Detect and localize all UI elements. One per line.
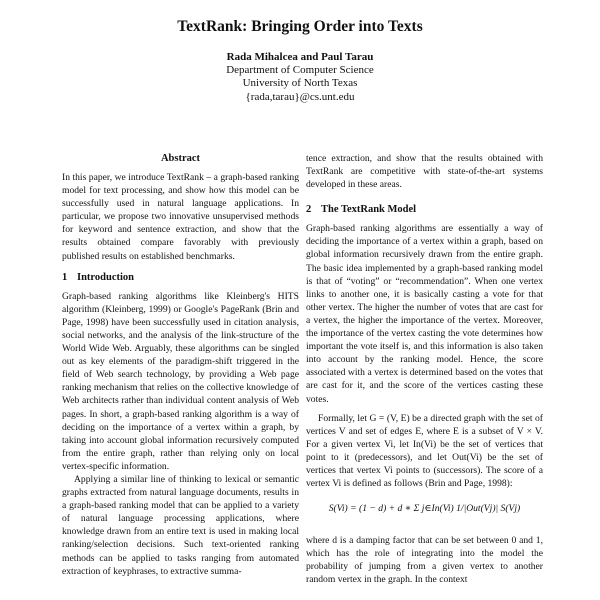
section-number: 2	[306, 204, 312, 216]
section-heading-textrank-model	[306, 203, 543, 216]
author-email: {rada,tarau}@cs.unt.edu	[245, 90, 355, 103]
author-names: Rada Mihalcea and Paul Tarau	[226, 51, 374, 63]
intro-continuation: tence extraction, and show that the results obtained with TextRank are competitive with state-of-the-art systems developed in these areas.	[306, 153, 543, 191]
model-paragraph-3: where d is a damping factor that can be set between 0 and 1, which has the role of integrating into the model the probability of jumping from a given vertex to another random vertex in the graph. In the context	[306, 535, 543, 586]
section-heading-introduction	[62, 271, 299, 284]
affiliation-department: Department of Computer Science	[226, 64, 374, 77]
pagerank-equation: S(Vi) = (1 − d) + d ∗ Σ j∈In(Vi) 1/|Out(Vj)| S(Vj)	[328, 503, 521, 515]
section-number: 1	[62, 271, 68, 283]
paper-title: TextRank: Bringing Order into Texts	[177, 18, 423, 35]
affiliation-university: University of North Texas	[242, 77, 358, 90]
intro-paragraph-2: Applying a similar line of thinking to lexical or semantic graphs extracted from natural language documents, results in a graph-based ranking model that can be applied to a variety of natural language processing applications, where knowledge drawn from an entire text is used in making local ranking/selection decisions. Such text-oriented ranking methods can be applied to tasks ranging from automated extraction of keyphrases, to extractive summa-	[62, 473, 299, 577]
abstract-text: In this paper, we introduce TextRank – a graph-based ranking model for text processing, and show how this model can be successfully used in natural language applications. In particular, we propose two innovative unsupervised methods for keyword and sentence extraction, and show that the results obtained compare favorably with previously published results on established benchmarks.	[62, 172, 299, 262]
author-block	[0, 51, 600, 104]
right-column	[306, 152, 543, 587]
intro-paragraph-1: Graph-based ranking algorithms like Kleinberg's HITS algorithm (Kleinberg, 1999) or Google's PageRank (Brin and Page, 1998) have been successfully used in citation analysis, social networks, and the analysis of the link-structure of the World Wide Web. Arguably, these algorithms can be singled out as key elements of the paradigm-shift triggered in the field of Web search technology, by providing a Web page ranking mechanism that relies on the collective knowledge of Web architects rather than individual content analysis of Web pages. In short, a graph-based ranking algorithm is a way of deciding on the importance of a vertex within a graph, by taking into account global information recursively computed from the entire graph, rather than relying only on local vertex-specific information.	[62, 290, 299, 472]
left-column	[62, 152, 299, 578]
model-paragraph-1: Graph-based ranking algorithms are essentially a way of deciding the importance of a vertex within a graph, based on global information recursively drawn from the entire graph. The basic idea implemented by a graph-based ranking model is that of “voting” or “recommendation”. When one vertex links to another one, it is basically casting a vote for that other vertex. The higher the number of votes that are cast for a vertex, the higher the importance of the vertex. Moreover, the importance of the vertex casting the vote determines how important the vote itself is, and this information is also taken into account by the ranking model. Hence, the score associated with a vertex is determined based on the votes that are cast for it, and the score of the vertices casting these votes.	[306, 223, 543, 405]
section-title: Introduction	[77, 271, 134, 283]
section-title: The TextRank Model	[321, 204, 417, 216]
model-paragraph-2: Formally, let G = (V, E) be a directed graph with the set of vertices V and set of edges E, where E is a subset of V × V. For a given vertex Vi, let In(Vi) be the set of vertices that point to it (predecessors), and let Out(Vi) be the set of vertices that vertex Vi points to (successors). The score of a vertex Vi is defined as follows (Brin and Page, 1998):	[306, 412, 543, 490]
abstract-heading: Abstract	[160, 153, 201, 164]
